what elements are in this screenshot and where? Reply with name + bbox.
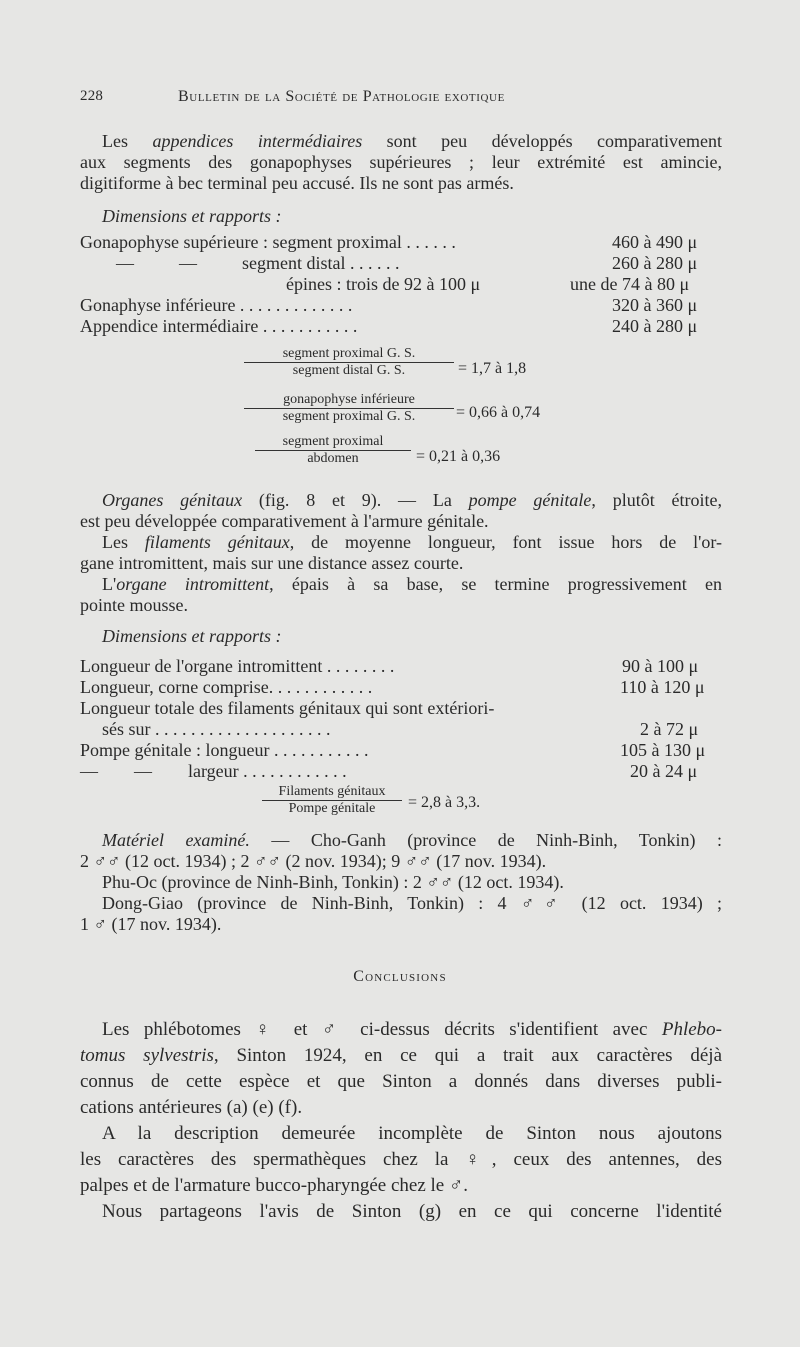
paragraph-materiel [80,830,722,935]
dimension-value: 2 à 72 μ [640,719,699,739]
section-subtitle: Dimensions et rapports : [102,626,282,646]
ratio-denominator: Pompe génitale [262,800,402,817]
section-subtitle: Dimensions et rapports : [102,206,282,226]
text-line: Dong-Giao (province de Ninh-Binh, Tonkin) : 4 ♂♂ (12 oct. 1934) ; [102,893,722,913]
text-line: digitiforme à bec terminal peu accusé. Ils ne sont pas armés. [80,173,514,193]
dimension-value: 90 à 100 μ [622,656,699,676]
text-line: gane intromittent, mais sur une distance assez courte. [80,553,464,573]
text-line: Les phlébotomes ♀ et ♂ ci-dessus décrits s'identifient avec Phlebo- [102,1019,722,1040]
dimension-row [80,316,720,338]
dimension-row [80,295,720,317]
ratio-numerator: Filaments génitaux [278,784,386,799]
dimension-value: 105 à 130 μ [620,740,706,760]
ratio-value: = 2,8 à 3,3. [408,794,481,811]
ratio-fraction [244,392,454,425]
paragraph-organes-genitaux [80,490,722,616]
dimension-value: 320 à 360 μ [612,295,698,315]
ratio-value: = 1,7 à 1,8 [458,360,527,377]
dimension-row [80,740,720,762]
dimension-value: 260 à 280 μ [612,253,698,273]
dimension-row [80,274,720,296]
dimension-label: Longueur de l'organe intromittent . . . . . . . . [80,656,395,676]
text-line: Matériel examiné. — Cho-Ganh (province de Ninh-Binh, Tonkin) : [102,830,723,850]
dimension-value: une de 74 à 80 μ [570,274,690,294]
text-line: palpes et de l'armature bucco-pharyngée chez le ♂. [80,1175,468,1196]
dimension-row [80,761,720,783]
text-line: A la description demeurée incomplète de Sinton nous ajoutons [102,1123,722,1144]
dimension-label: Longueur totale des filaments génitaux qui sont extériori- [80,698,495,718]
paragraph-appendices [80,131,722,194]
dimension-row [80,253,720,275]
dimension-row [80,232,720,254]
ratio-fraction [255,434,411,467]
dimension-row [80,719,720,741]
dimension-label: Longueur, corne comprise. . . . . . . . . . . . [80,677,373,697]
dimension-label: Gonapophyse supérieure : segment proximal . . . . . . [80,232,456,252]
dimension-value: 20 à 24 μ [630,761,698,781]
ratio-numerator: segment proximal [282,434,384,449]
section-heading: Conclusions [353,968,447,985]
text-line: les caractères des spermathèques chez la ♀, ceux des antennes, des [80,1149,722,1170]
dimension-label: — — largeur . . . . . . . . . . . . [80,761,347,781]
dimension-row [80,698,720,720]
text-line: L'organe intromittent, épais à sa base, se termine progressivement en [102,574,722,594]
ratio-numerator: gonapophyse inférieure [283,392,415,407]
text-line: Les appendices intermédiaires sont peu développés comparativement [102,131,722,151]
dimension-label: Pompe génitale : longueur . . . . . . . . . . . [80,740,369,760]
dimension-row [80,656,720,678]
text-line: aux segments des gonapophyses supérieures ; leur extrémité est amincie, [80,152,722,172]
text-line: Nous partageons l'avis de Sinton (g) en ce qui concerne l'identité [102,1201,722,1222]
text-line: 1 ♂ (17 nov. 1934). [80,914,222,934]
text-line: Les filaments génitaux, de moyenne longueur, font issue hors de l'or- [102,532,722,552]
text-line: pointe mousse. [80,595,188,615]
dimension-label: sés sur . . . . . . . . . . . . . . . . . . . . [102,719,331,739]
dimension-value: 110 à 120 μ [620,677,705,697]
text-line: 2 ♂♂ (12 oct. 1934) ; 2 ♂♂ (2 nov. 1934); 9 ♂♂ (17 nov. 1934). [80,851,547,871]
dimension-label: Gonaphyse inférieure . . . . . . . . . . . . . [80,295,353,315]
dimension-label: épines : trois de 92 à 100 μ [286,274,481,294]
text-line: tomus sylvestris, Sinton 1924, en ce qui a trait aux caractères déjà [80,1045,722,1066]
ratio-fraction [262,784,402,817]
text-line: cations antérieures (a) (e) (f). [80,1097,303,1118]
dimension-label: — — segment distal . . . . . . [116,253,400,273]
ratio-denominator: segment proximal G. S. [244,408,454,425]
paragraph-conclusions [80,1017,722,1225]
ratio-denominator: abdomen [255,450,411,467]
ratio-denominator: segment distal G. S. [244,362,454,379]
running-title: Bulletin de la Société de Pathologie exotique [178,88,505,105]
dimension-value: 240 à 280 μ [612,316,698,336]
dimension-value: 460 à 490 μ [612,232,698,252]
dimension-row [80,677,720,699]
dimension-label: Appendice intermédiaire . . . . . . . . . . . [80,316,358,336]
text-line: connus de cette espèce et que Sinton a donnés dans diverses publi- [80,1071,722,1092]
text-line: Organes génitaux (fig. 8 et 9). — La pompe génitale, plutôt étroite, [102,490,722,510]
ratio-numerator: segment proximal G. S. [282,346,416,361]
page-number: 228 [80,88,104,104]
ratio-value: = 0,21 à 0,36 [416,448,501,465]
text-line: Phu-Oc (province de Ninh-Binh, Tonkin) : 2 ♂♂ (12 oct. 1934). [102,872,564,892]
ratio-value: = 0,66 à 0,74 [456,404,541,421]
text-line: est peu développée comparativement à l'armure génitale. [80,511,489,531]
ratio-fraction [244,346,454,379]
